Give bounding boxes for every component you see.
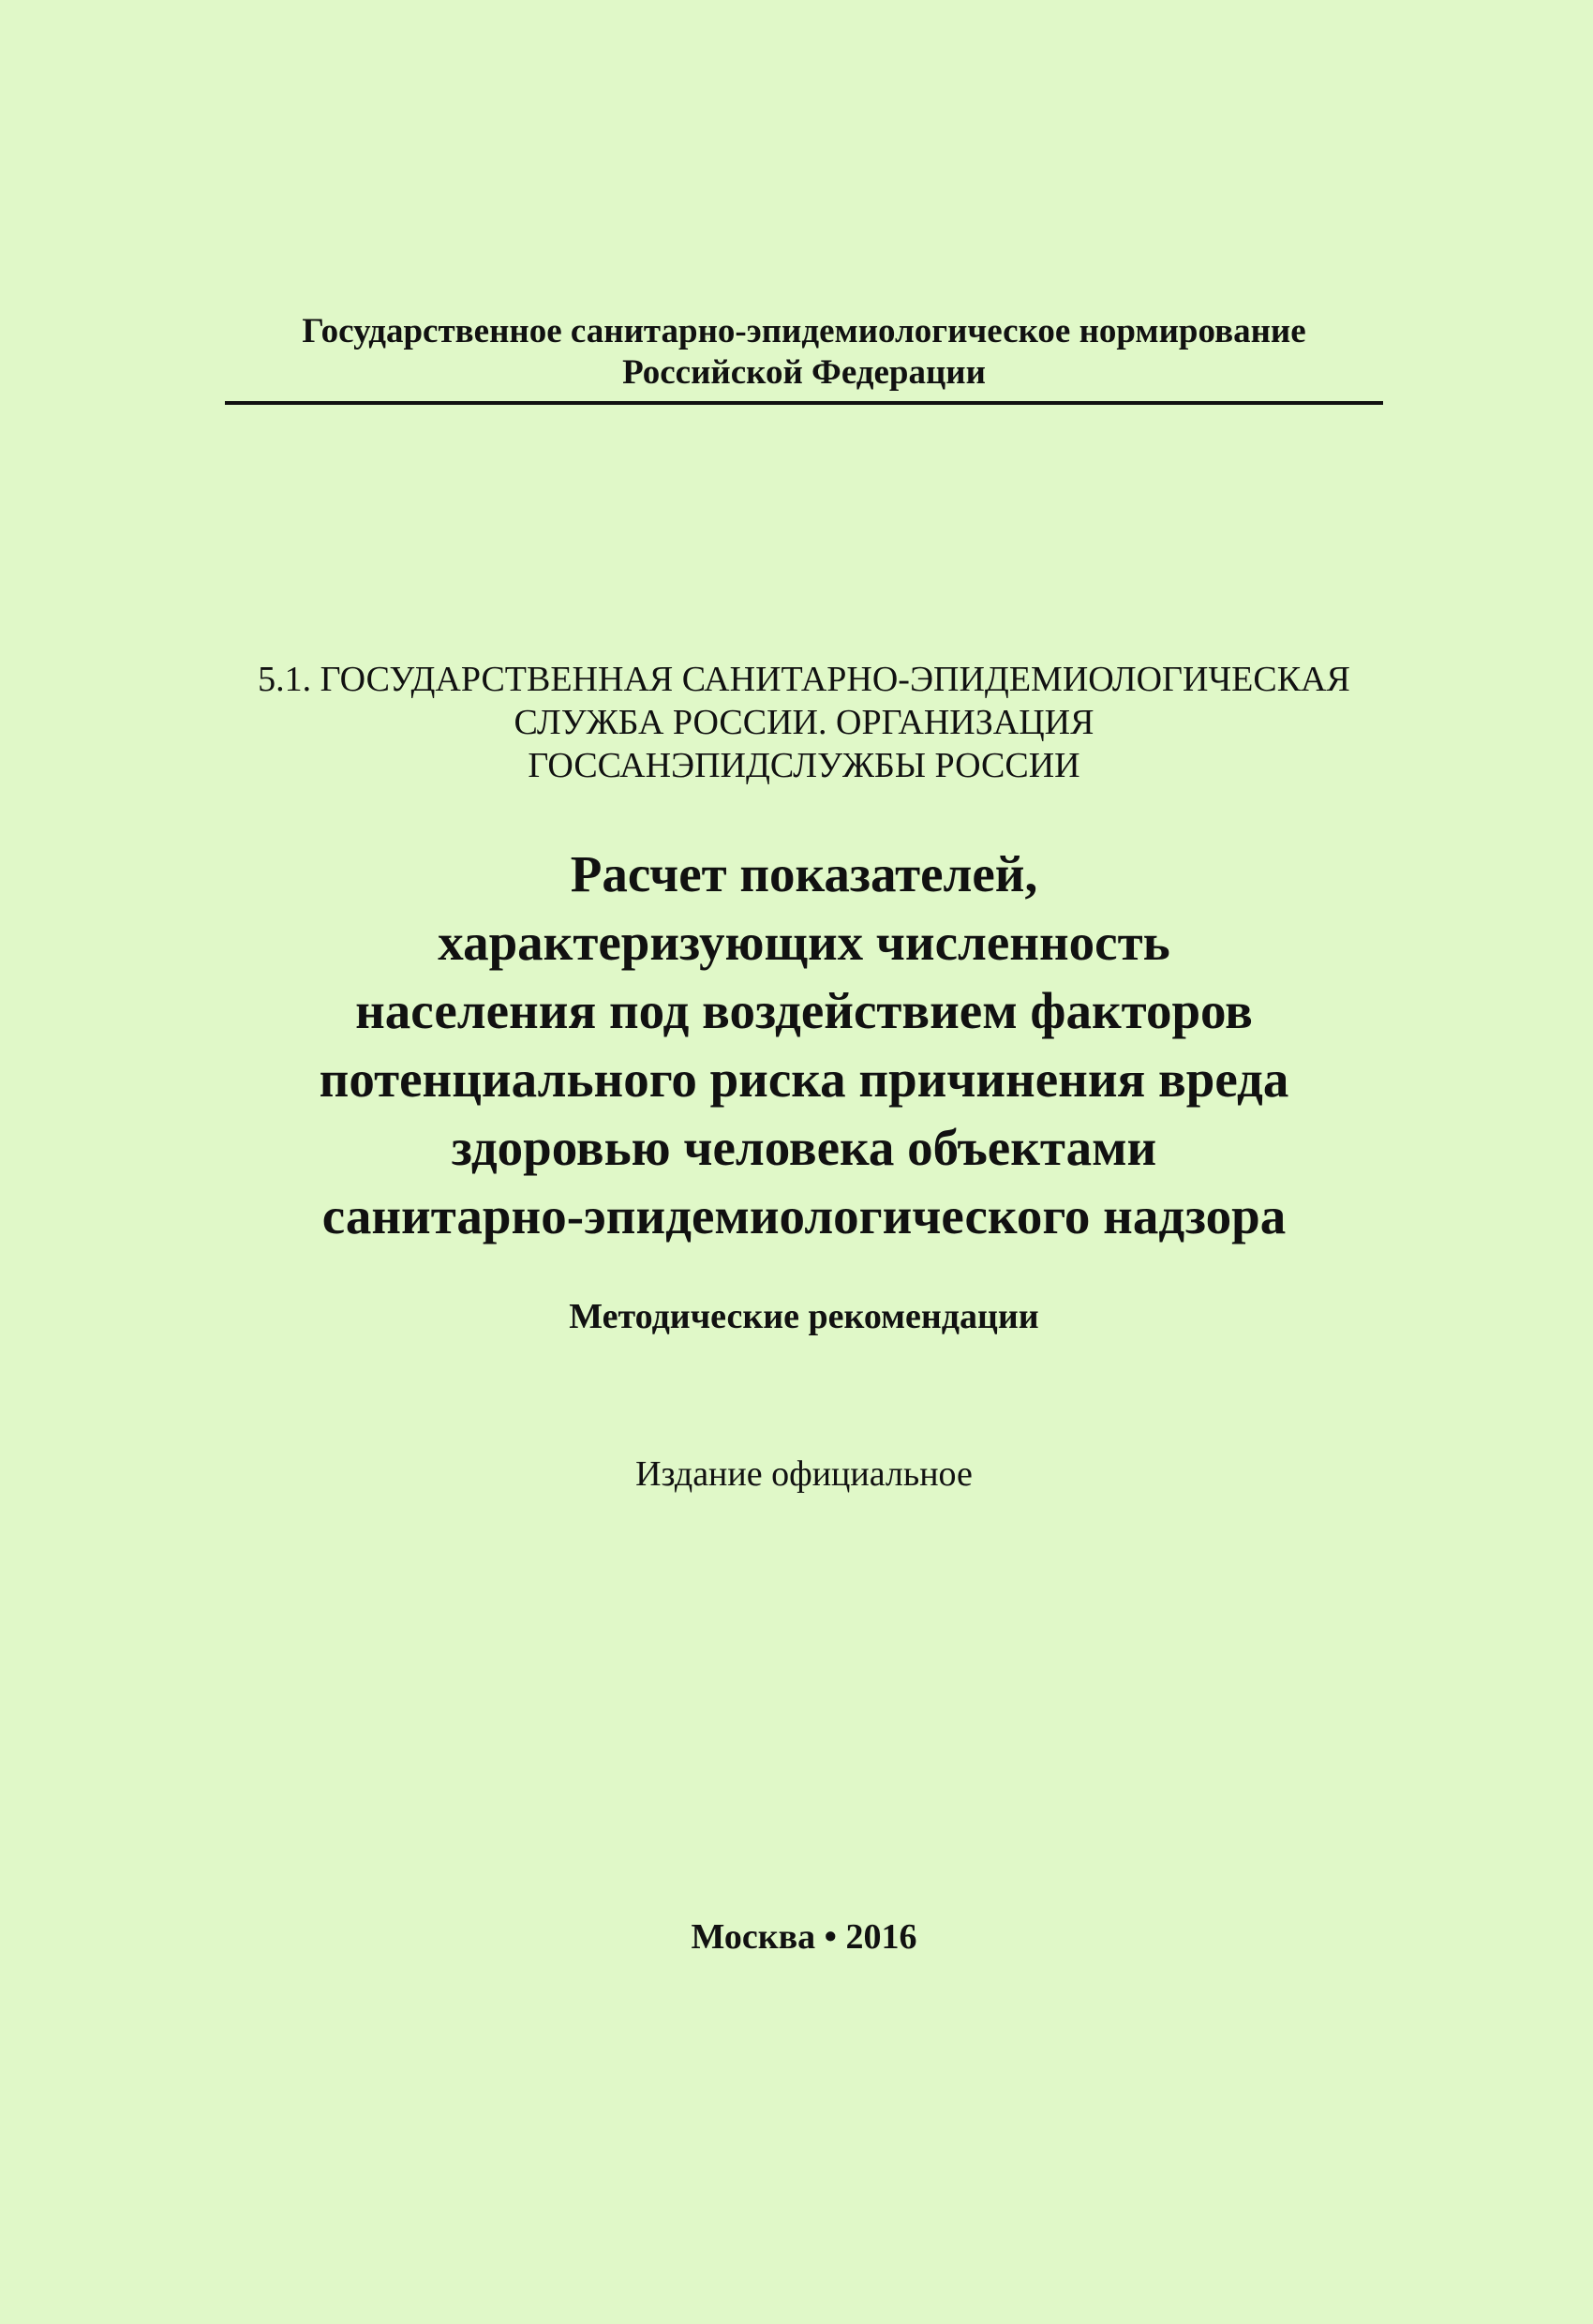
title-line: здоровью человека объектами	[451, 1119, 1157, 1176]
series-line: 5.1. ГОСУДАРСТВЕННАЯ САНИТАРНО-ЭПИДЕМИОЛОГИЧЕСКАЯ	[258, 660, 1350, 699]
issuer-line: Российской Федерации	[622, 353, 986, 392]
title-line: населения под воздействием факторов	[355, 982, 1253, 1039]
title-line: Расчет показателей,	[570, 845, 1038, 902]
series-line: ГОССАНЭПИДСЛУЖБЫ РОССИИ	[528, 746, 1080, 785]
title-line: потенциального риска причинения вреда	[319, 1050, 1289, 1108]
document-type: Методические рекомендации	[569, 1297, 1039, 1336]
issuer-line: Государственное санитарно-эпидемиологическое нормирование	[302, 312, 1306, 350]
edition-note: Издание официальное	[635, 1454, 973, 1494]
header-divider	[225, 401, 1383, 405]
document-title	[187, 840, 1421, 1250]
imprint: Москва • 2016	[691, 1917, 917, 1957]
series-heading	[206, 658, 1402, 787]
title-line: санитарно-эпидемиологического надзора	[321, 1187, 1287, 1244]
series-line: СЛУЖБА РОССИИ. ОРГАНИЗАЦИЯ	[514, 703, 1094, 742]
issuer-header	[225, 311, 1383, 394]
title-line: характеризующих численность	[438, 914, 1170, 971]
